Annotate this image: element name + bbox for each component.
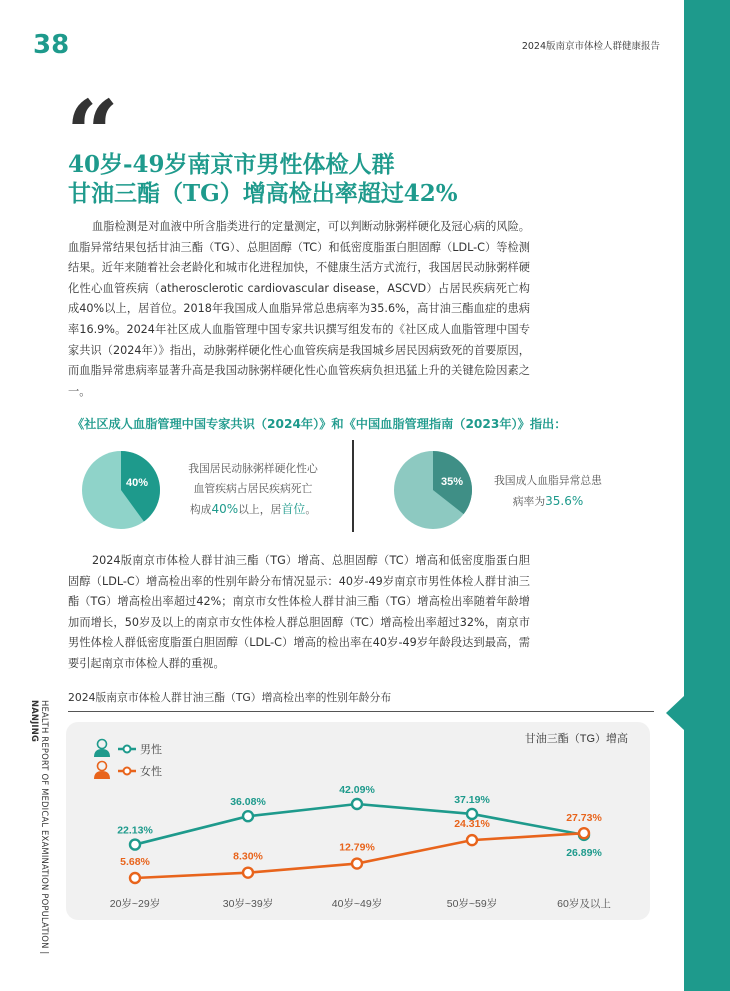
right-edge-bar bbox=[684, 0, 730, 991]
pie-right-line-2 bbox=[488, 491, 608, 512]
pie-left-line-1: 我国居民动脉粥样硬化性心 bbox=[188, 462, 318, 475]
data-label-female: 27.73% bbox=[566, 812, 602, 825]
data-label-male: 37.19% bbox=[454, 793, 490, 806]
pie-right bbox=[392, 449, 474, 531]
line-chart bbox=[66, 722, 650, 920]
pie-left-line-3 bbox=[178, 499, 328, 520]
side-report-main: HEALTH REPORT OF MEDICAL EXAMINATION POPULATION bbox=[40, 700, 50, 949]
pie-left bbox=[80, 449, 162, 531]
pie-left-end: 。 bbox=[305, 503, 317, 516]
distribution-paragraph-text: 2024版南京市体检人群甘油三酯（TG）增高、总胆固醇（TC）增高和低密度脂蛋白胆固醇（LDL-C）增高检出率的性别年龄分布情况显示：40岁-49岁南京市男性体检人群甘油三酯（TG）增高检出率超过42%；南京市女性体检人群甘油三酯（TG）增高检出率随着年龄增加而增长，50岁及以上的南京市女性体检人群总胆固醇（TC）增高检出率超过32%，南京市男性体检人群低密度脂蛋白胆固醇（LDL-C）增高的检出率在40岁-49岁年龄段达到最高，需要引起南京市体检人群的重视。 bbox=[68, 554, 530, 670]
x-tick-label: 60岁及以上 bbox=[557, 898, 611, 910]
data-point-male bbox=[130, 840, 140, 850]
female-user-icon bbox=[94, 762, 110, 780]
edge-notch bbox=[666, 696, 684, 730]
chart-legend bbox=[94, 740, 162, 780]
headline-line-2: 甘油三酯（TG）增高检出率超过42% bbox=[68, 180, 458, 207]
male-user-icon-head bbox=[98, 740, 107, 749]
pie-left-highlight-2: 首位 bbox=[281, 502, 306, 516]
consensus-title: 《社区成人血脂管理中国专家共识（2024年）》和《中国血脂管理指南（2023年）》指出： bbox=[72, 417, 567, 431]
pie-right-line-1: 我国成人血脂异常总患 bbox=[494, 474, 602, 487]
data-point-female bbox=[130, 873, 140, 883]
chart-caption: 2024版南京市体检人群甘油三酯（TG）增高检出率的性别年龄分布 bbox=[68, 691, 392, 704]
headline bbox=[68, 150, 548, 208]
series-line-female bbox=[135, 833, 584, 878]
pie-card-right bbox=[392, 449, 642, 531]
data-label-female: 24.31% bbox=[454, 818, 490, 831]
chart-rule bbox=[68, 711, 654, 712]
data-label-female: 5.68% bbox=[120, 856, 150, 868]
pie-left-highlight-1: 40% bbox=[211, 502, 239, 516]
data-point-male bbox=[352, 799, 362, 809]
x-tick-label: 20岁~29岁 bbox=[109, 898, 161, 910]
chart-panel bbox=[66, 722, 650, 920]
male-user-icon-body bbox=[94, 749, 110, 757]
data-point-female bbox=[467, 835, 477, 845]
side-report-city: NANJING bbox=[30, 700, 40, 743]
intro-paragraph-text: 血脂检测是对血液中所含脂类进行的定量测定，可以判断动脉粥样硬化及冠心病的风险。血脂异常结果包括甘油三酯（TG）、总胆固醇（TC）和低密度脂蛋白胆固醇（LDL-C）等检测结果。近年来随着社会老龄化和城市化进程加快，不健康生活方式流行，我国居民动脉粥样硬化性心血管疾病（atherosclerotic cardiovascular disease，ASCVD）占居民疾病死亡构成40%以上，居首位。2018年我国成人血脂异常总患病率为35.6%，高甘油三酯血症的患病率16.9%。2024年社区成人血脂管理中国专家共识撰写组发布的《社区成人血脂管理中国专家共识（2024年）》指出，动脉粥样硬化性心血管疾病是我国城乡居民因病致死的首要原因，而血脂异常患病率显著升高是我国动脉粥样硬化性心血管疾病负担迅猛上升的关键危险因素之一。 bbox=[68, 220, 530, 398]
pie-right-label: 35% bbox=[440, 476, 464, 488]
data-label-male: 42.09% bbox=[339, 784, 375, 796]
x-tick-label: 40岁~49岁 bbox=[331, 898, 383, 910]
headline-line-1: 40岁-49岁南京市男性体检人群 bbox=[68, 151, 395, 178]
data-label-male: 26.89% bbox=[566, 846, 602, 859]
legend-item-male bbox=[94, 740, 162, 758]
female-user-icon-body bbox=[94, 771, 110, 779]
female-user-icon-head bbox=[98, 762, 107, 771]
pie-divider bbox=[352, 440, 354, 532]
pie-right-highlight: 35.6% bbox=[545, 494, 584, 508]
data-point-female bbox=[579, 828, 589, 838]
side-report-sep: | bbox=[40, 948, 50, 955]
x-tick-label: 30岁~39岁 bbox=[222, 898, 274, 910]
data-point-female bbox=[352, 859, 362, 869]
report-title: 2024版南京市体检人群健康报告 bbox=[521, 41, 660, 52]
x-axis-labels bbox=[110, 897, 612, 910]
data-label-male: 36.08% bbox=[230, 796, 266, 809]
side-report-text bbox=[30, 700, 50, 991]
legend-label: 女性 bbox=[140, 766, 162, 778]
legend-item-female bbox=[94, 762, 162, 780]
pie-left-pre: 构成 bbox=[189, 503, 212, 516]
pie-right-pre: 病率为 bbox=[512, 495, 546, 508]
pie-left-label: 40% bbox=[125, 477, 149, 489]
distribution-paragraph bbox=[68, 551, 530, 675]
pie-card-left bbox=[80, 449, 340, 531]
male-user-icon bbox=[94, 740, 110, 758]
chart-lines bbox=[117, 784, 602, 883]
intro-paragraph bbox=[68, 217, 530, 402]
x-tick-label: 50岁~59岁 bbox=[446, 898, 498, 910]
page-number: 38 bbox=[33, 30, 70, 60]
data-label-female: 12.79% bbox=[339, 841, 375, 854]
pie-left-caption bbox=[178, 459, 328, 520]
legend-label: 男性 bbox=[140, 744, 162, 756]
pie-left-line-2: 血管疾病占居民疾病死亡 bbox=[193, 482, 313, 495]
pie-right-caption bbox=[488, 471, 608, 512]
data-point-female bbox=[243, 868, 253, 878]
chart-title: 甘油三酯（TG）增高 bbox=[524, 733, 628, 745]
legend-marker bbox=[124, 768, 131, 775]
legend-marker bbox=[124, 746, 131, 753]
data-point-male bbox=[243, 811, 253, 821]
quote-open-icon: “ bbox=[66, 80, 119, 188]
pie-left-mid: 以上，居 bbox=[238, 503, 282, 516]
data-label-female: 8.30% bbox=[233, 850, 263, 863]
data-label-male: 22.13% bbox=[117, 824, 153, 837]
